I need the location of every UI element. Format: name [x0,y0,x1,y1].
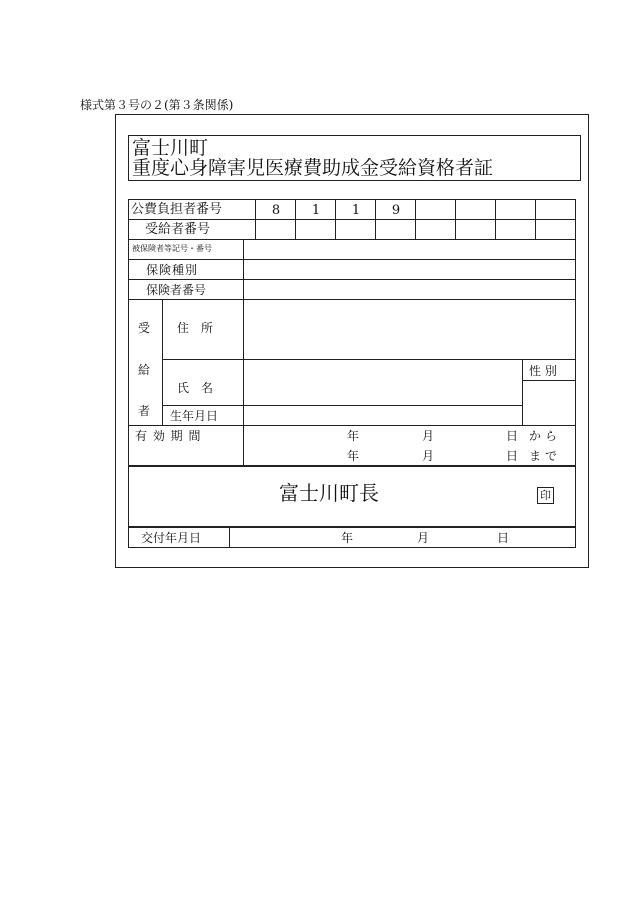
seal-mark [537,487,554,504]
validity-period-label: 有 効 期 間 [135,429,202,443]
seal-character: 印 [540,489,551,502]
issuer-name: 富士川町長 [279,481,379,505]
insured-symbol-label: 被保険者等記号・番号 [132,244,212,253]
payer-digit-1: 8 [271,203,281,218]
title-certificate-name: 重度心身障害児医療費助成金受給資格者証 [132,157,494,179]
validity-to-suffix: まで [529,449,562,463]
issue-date-day: 日 [497,531,510,545]
issue-date-month: 月 [417,531,430,545]
validity-from-year: 年 [347,429,360,443]
insurance-type-label: 保険種別 [146,263,199,277]
validity-to-day: 日 [506,449,519,463]
issue-date-label: 交付年月日 [141,531,202,545]
issue-date-year: 年 [341,531,354,545]
name-label: 氏 名 [177,381,214,395]
recipient-number-label: 受給者番号 [145,222,211,237]
recipient-side-char-2: 給 [138,363,151,377]
validity-from-month: 月 [422,429,435,443]
form-reference: 様式第３号の２(第３条関係) [80,98,234,112]
validity-to-month: 月 [422,449,435,463]
title-municipality: 富士川町 [132,137,209,159]
payer-digit-3: 1 [351,203,361,218]
payer-digit-4: 9 [391,203,401,218]
validity-from-day: 日 [506,429,519,443]
validity-to-year: 年 [347,449,360,463]
date-of-birth-label: 生年月日 [170,409,219,423]
recipient-side-char-1: 受 [138,321,151,335]
validity-from-suffix: から [529,429,562,443]
insurer-number-label: 保険者番号 [146,283,207,297]
title-box [128,135,581,181]
address-label: 住 所 [177,321,214,335]
payer-digit-2: 1 [311,203,321,218]
recipient-side-char-3: 者 [138,404,151,418]
payer-number-label: 公費負担者番号 [131,202,223,217]
gender-label: 性 別 [529,364,557,378]
